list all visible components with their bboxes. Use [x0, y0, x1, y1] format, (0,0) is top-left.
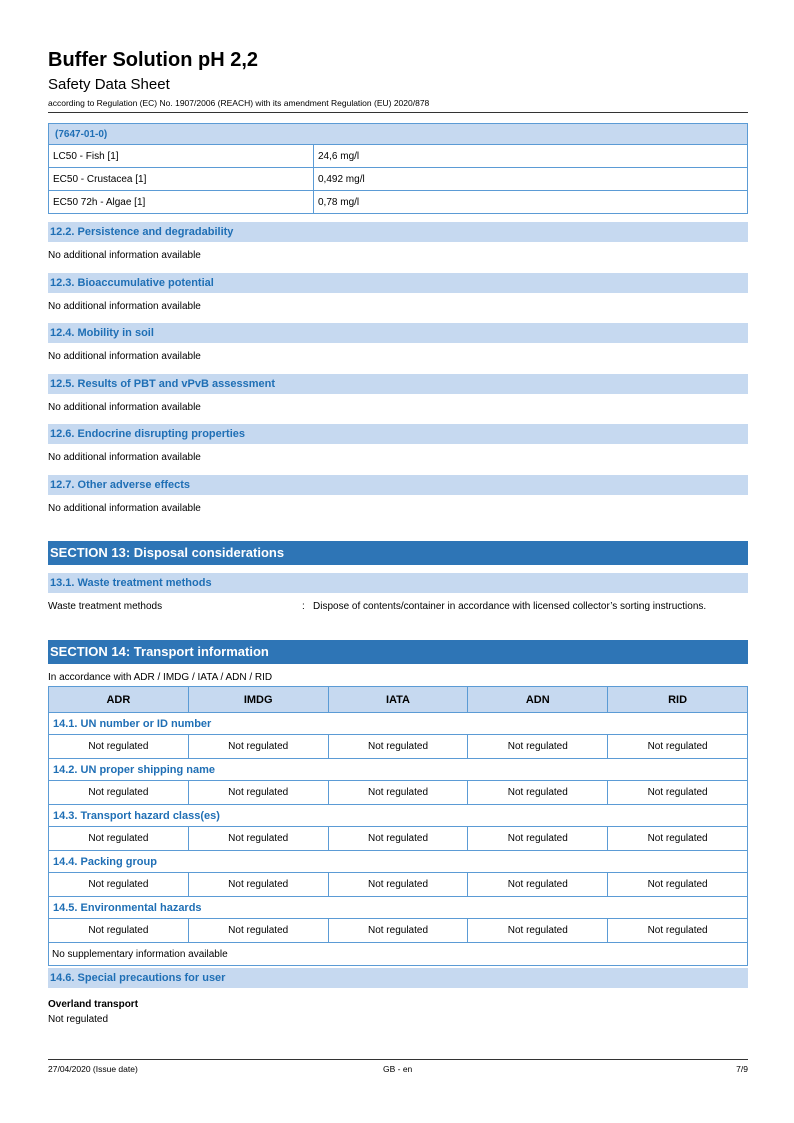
- transport-intro: In accordance with ADR / IMDG / IATA / ADN / RID: [48, 672, 273, 683]
- regulation-note: according to Regulation (EC) No. 1907/2006 (REACH) with its amendment Regulation (EU) 2020/878: [48, 98, 430, 108]
- section-14-heading: SECTION 14: Transport information: [48, 640, 748, 664]
- subsection-heading-12-6: 12.6. Endocrine disrupting properties: [48, 424, 748, 444]
- table-row: [49, 781, 748, 805]
- subsection-heading-13-1: 13.1. Waste treatment methods: [48, 573, 748, 593]
- table-cell: Not regulated: [49, 781, 189, 805]
- table-cell: Not regulated: [608, 919, 748, 943]
- table-cell-value: 0,492 mg/l: [314, 168, 748, 191]
- table-cell: Not regulated: [468, 919, 608, 943]
- section-13-heading: SECTION 13: Disposal considerations: [48, 541, 748, 565]
- document-subtitle: Safety Data Sheet: [48, 76, 170, 93]
- table-cell-label: EC50 - Crustacea [1]: [49, 168, 314, 191]
- table-cell: Not regulated: [468, 827, 608, 851]
- overland-transport-title: Overland transport: [48, 999, 139, 1010]
- table-cell: Not regulated: [49, 873, 189, 897]
- table-cell-label: LC50 - Fish [1]: [49, 145, 314, 168]
- table-cell: Not regulated: [468, 735, 608, 759]
- subsection-heading-12-5: 12.5. Results of PBT and vPvB assessment: [48, 374, 748, 394]
- waste-treatment-value: Dispose of contents/container in accordance with licensed collector’s sorting instructions.: [313, 601, 707, 612]
- ecotoxicity-table: [48, 123, 748, 214]
- overland-transport-value: Not regulated: [48, 1014, 109, 1025]
- table-cell: Not regulated: [188, 919, 328, 943]
- table-cell: Not regulated: [608, 827, 748, 851]
- table-row: [49, 873, 748, 897]
- waste-treatment-colon: :: [302, 601, 305, 612]
- table-cell: Not regulated: [188, 827, 328, 851]
- transport-group-title: 14.5. Environmental hazards: [49, 897, 748, 919]
- table-cell: Not regulated: [49, 919, 189, 943]
- table-row: [49, 827, 748, 851]
- page-number: 7/9: [736, 1064, 748, 1074]
- subsection-text-12-7: No additional information available: [48, 503, 201, 514]
- table-cell-value: 24,6 mg/l: [314, 145, 748, 168]
- subsection-heading-12-7: 12.7. Other adverse effects: [48, 475, 748, 495]
- subsection-text-12-5: No additional information available: [48, 402, 201, 413]
- waste-treatment-label: Waste treatment methods: [48, 601, 163, 612]
- table-cell: Not regulated: [608, 781, 748, 805]
- table-cell: Not regulated: [328, 873, 468, 897]
- table-row: [49, 919, 748, 943]
- table-cell-value: 0,78 mg/l: [314, 191, 748, 214]
- column-header-iata: IATA: [328, 687, 468, 713]
- supplementary-note: No supplementary information available: [49, 943, 748, 966]
- document-title: Buffer Solution pH 2,2: [48, 49, 258, 71]
- subsection-text-12-3: No additional information available: [48, 301, 201, 312]
- table-cell: Not regulated: [188, 873, 328, 897]
- transport-group-title: 14.2. UN proper shipping name: [49, 759, 748, 781]
- table-cell: Not regulated: [328, 735, 468, 759]
- table-cell: Not regulated: [328, 919, 468, 943]
- ecotoxicity-table-heading: (7647-01-0): [49, 124, 748, 145]
- table-cell: Not regulated: [608, 735, 748, 759]
- issue-date: 27/04/2020 (Issue date): [48, 1064, 138, 1074]
- table-cell-label: EC50 72h - Algae [1]: [49, 191, 314, 214]
- transport-group-title: 14.3. Transport hazard class(es): [49, 805, 748, 827]
- table-cell: Not regulated: [188, 781, 328, 805]
- table-row: [49, 168, 748, 191]
- subsection-heading-14-6: 14.6. Special precautions for user: [48, 968, 748, 988]
- table-row: [49, 145, 748, 168]
- table-row: [49, 191, 748, 214]
- column-header-imdg: IMDG: [188, 687, 328, 713]
- column-header-rid: RID: [608, 687, 748, 713]
- header-divider: [48, 112, 748, 113]
- table-cell: Not regulated: [468, 873, 608, 897]
- language-code: GB - en: [383, 1064, 413, 1074]
- table-cell: Not regulated: [188, 735, 328, 759]
- transport-group-title: 14.1. UN number or ID number: [49, 713, 748, 735]
- subsection-heading-12-3: 12.3. Bioaccumulative potential: [48, 273, 748, 293]
- table-cell: Not regulated: [49, 827, 189, 851]
- transport-group-title: 14.4. Packing group: [49, 851, 748, 873]
- subsection-text-12-4: No additional information available: [48, 351, 201, 362]
- table-cell: Not regulated: [328, 781, 468, 805]
- subsection-heading-12-2: 12.2. Persistence and degradability: [48, 222, 748, 242]
- table-cell: Not regulated: [608, 873, 748, 897]
- table-cell: Not regulated: [468, 781, 608, 805]
- transport-header-row: [49, 687, 748, 713]
- transport-table: [48, 686, 748, 966]
- subsection-text-12-6: No additional information available: [48, 452, 201, 463]
- table-cell: Not regulated: [49, 735, 189, 759]
- footer-divider: [48, 1059, 748, 1060]
- table-cell: Not regulated: [328, 827, 468, 851]
- column-header-adr: ADR: [49, 687, 189, 713]
- column-header-adn: ADN: [468, 687, 608, 713]
- table-row: [49, 735, 748, 759]
- subsection-text-12-2: No additional information available: [48, 250, 201, 261]
- subsection-heading-12-4: 12.4. Mobility in soil: [48, 323, 748, 343]
